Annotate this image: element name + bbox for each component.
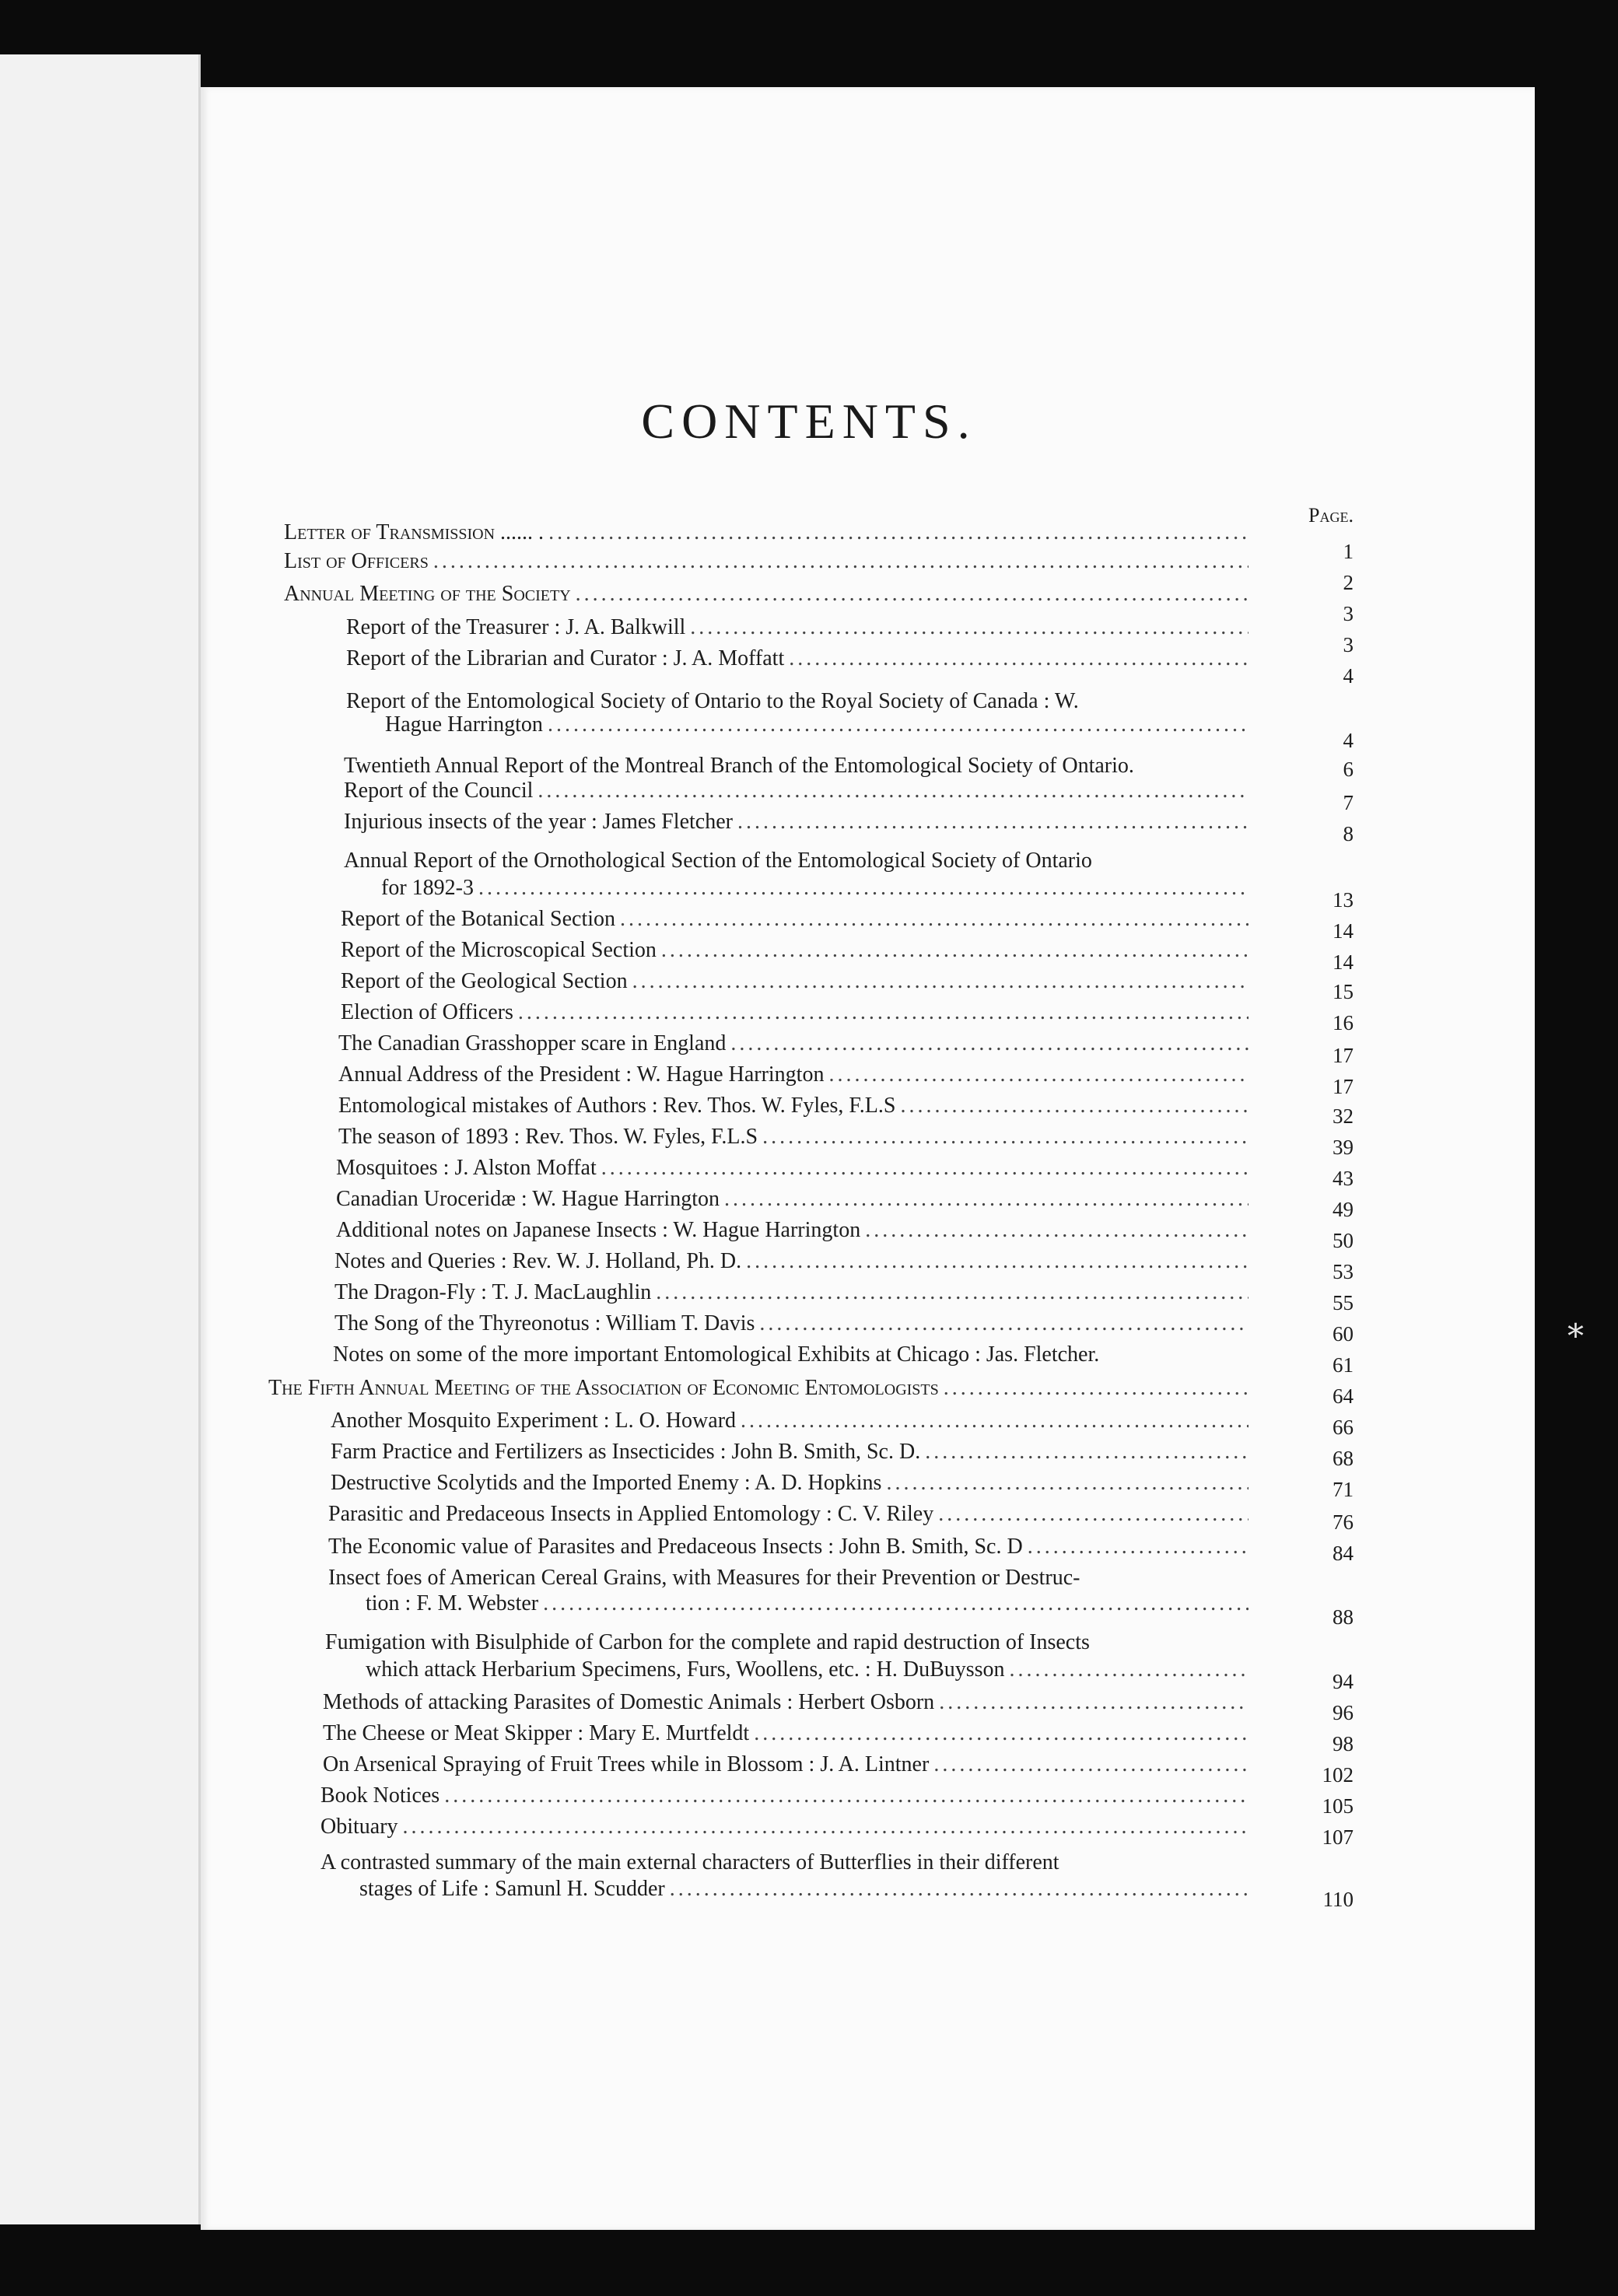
toc-entry bbox=[320, 1814, 1249, 1840]
toc-page-number: 71 bbox=[1333, 1478, 1354, 1501]
toc-page-number: 32 bbox=[1333, 1104, 1354, 1128]
toc-entry-text: Twentieth Annual Report of the Montreal Branch of the Entomological Society of Ontario. bbox=[344, 754, 1134, 778]
toc-entry bbox=[344, 809, 1249, 835]
toc-page-number: 3 bbox=[1343, 602, 1354, 625]
toc-page-number: 68 bbox=[1333, 1447, 1354, 1470]
toc-entry bbox=[284, 520, 1249, 546]
dot-leader bbox=[758, 1124, 1249, 1150]
toc-entry-text: Parasitic and Predaceous Insects in Applied Entomology : C. V. Riley bbox=[328, 1502, 934, 1526]
dot-leader bbox=[755, 1311, 1249, 1337]
toc-entry bbox=[341, 937, 1249, 964]
toc-entry bbox=[366, 1657, 1249, 1683]
toc-entry-text: Methods of attacking Parasites of Domestic Animals : Herbert Osborn bbox=[323, 1690, 935, 1714]
toc-entry-text: Election of Officers bbox=[341, 1000, 513, 1024]
toc-entry-text: The Song of the Thyreonotus : William T. Davis bbox=[334, 1311, 755, 1335]
toc-page-number: 13 bbox=[1333, 888, 1354, 912]
toc-entry-text: Additional notes on Japanese Insects : W. Hague Harrington bbox=[336, 1218, 861, 1242]
dot-leader bbox=[544, 520, 1249, 546]
toc-entry bbox=[336, 1155, 1249, 1181]
toc-entry-text: The Cheese or Meat Skipper : Mary E. Murtfeldt bbox=[323, 1721, 750, 1745]
toc-entry-text: Report of the Botanical Section bbox=[341, 907, 616, 931]
toc-entry bbox=[336, 1217, 1249, 1244]
toc-entry bbox=[320, 1783, 1249, 1809]
toc-entry-text: Report of the Microscopical Section bbox=[341, 938, 657, 962]
toc-page-number: 60 bbox=[1333, 1322, 1354, 1346]
toc-entry-text: Annual Report of the Ornothological Section of the Entomological Society of Ontario bbox=[344, 849, 1092, 873]
toc-entry bbox=[359, 1876, 1249, 1902]
dot-leader bbox=[784, 646, 1249, 672]
toc-entry-text: Notes on some of the more important Entomological Exhibits at Chicago : Jas. Fletcher. bbox=[333, 1342, 1100, 1367]
toc-entry-text: The Canadian Grasshopper scare in England bbox=[338, 1031, 727, 1055]
toc-page-number: 16 bbox=[1333, 1011, 1354, 1034]
toc-entry bbox=[323, 1752, 1249, 1778]
toc-entry-text: Report of the Entomological Society of Ontario to the Royal Society of Canada : W. bbox=[346, 689, 1079, 713]
toc-page-number: 15 bbox=[1333, 980, 1354, 1003]
toc-entry bbox=[385, 712, 1249, 738]
dot-leader bbox=[895, 1093, 1249, 1119]
toc-entry bbox=[338, 1093, 1249, 1119]
toc-page-number: 53 bbox=[1333, 1260, 1354, 1283]
toc-page-number: 1 bbox=[1343, 540, 1354, 563]
dot-leader bbox=[657, 937, 1249, 964]
dot-leader bbox=[736, 1408, 1249, 1434]
toc-entry bbox=[366, 1591, 1249, 1617]
toc-page-number: 96 bbox=[1333, 1701, 1354, 1724]
toc-entry bbox=[284, 581, 1249, 607]
toc-page-number: 64 bbox=[1333, 1384, 1354, 1408]
toc-entry bbox=[331, 1408, 1249, 1434]
toc-entry bbox=[323, 1720, 1249, 1747]
toc-entry bbox=[268, 1375, 1249, 1402]
page-column-heading: Page. bbox=[1308, 504, 1354, 527]
toc-page-number: 39 bbox=[1333, 1136, 1354, 1159]
toc-entry-text: On Arsenical Spraying of Fruit Trees while in Blossom : J. A. Lintner bbox=[323, 1752, 930, 1776]
toc-page-number: 4 bbox=[1343, 729, 1354, 752]
dot-leader bbox=[824, 1062, 1249, 1088]
toc-entry-text: List of Officers bbox=[284, 549, 429, 573]
toc-page-number: 110 bbox=[1322, 1888, 1354, 1911]
toc-entry-text: Hague Harrington bbox=[385, 712, 543, 737]
toc-entry bbox=[323, 1689, 1249, 1716]
toc-entry-text: Letter of Transmission ...... . bbox=[284, 520, 545, 544]
toc-entry-text: Fumigation with Bisulphide of Carbon for the complete and rapid destruction of Insects bbox=[325, 1630, 1090, 1654]
toc-entry bbox=[320, 1850, 1249, 1876]
toc-entry bbox=[341, 999, 1249, 1026]
facing-page bbox=[0, 54, 201, 2224]
dot-leader bbox=[934, 1689, 1249, 1716]
toc-entry-text: Canadian Uroceridæ : W. Hague Harrington bbox=[336, 1187, 720, 1211]
toc-page-number: 94 bbox=[1333, 1670, 1354, 1693]
dot-leader bbox=[440, 1783, 1249, 1809]
dot-leader bbox=[538, 1591, 1249, 1617]
toc-entry bbox=[334, 1279, 1249, 1306]
toc-entry bbox=[331, 1439, 1249, 1465]
toc-entry bbox=[284, 548, 1249, 575]
toc-page-number: 17 bbox=[1333, 1044, 1354, 1067]
dot-leader bbox=[860, 1217, 1249, 1244]
toc-page-number: 76 bbox=[1333, 1510, 1354, 1534]
toc-entry-text: The Dragon-Fly : T. J. MacLaughlin bbox=[334, 1280, 652, 1304]
toc-page-number: 107 bbox=[1322, 1825, 1354, 1849]
toc-entry-text: Obituary bbox=[320, 1815, 398, 1839]
toc-entry-text: The Fifth Annual Meeting of the Association of Economic Entomologists bbox=[268, 1376, 939, 1400]
dot-leader bbox=[920, 1439, 1249, 1465]
dot-leader bbox=[398, 1814, 1249, 1840]
toc-entry bbox=[341, 906, 1249, 933]
dot-leader bbox=[749, 1720, 1249, 1747]
toc-page-number: 66 bbox=[1333, 1416, 1354, 1439]
dot-leader bbox=[929, 1752, 1249, 1778]
toc-entry bbox=[344, 778, 1249, 804]
toc-entry-text: Farm Practice and Fertilizers as Insecticides : John B. Smith, Sc. D. bbox=[331, 1440, 921, 1464]
toc-entry bbox=[331, 1470, 1249, 1496]
dot-leader bbox=[685, 614, 1249, 641]
toc-entry-text: for 1892-3 bbox=[381, 876, 474, 900]
toc-entry bbox=[344, 848, 1249, 874]
dot-leader bbox=[615, 906, 1249, 933]
toc-page-number: 102 bbox=[1322, 1763, 1354, 1787]
toc-entry bbox=[381, 875, 1249, 901]
dot-leader bbox=[543, 712, 1249, 738]
toc-entry-text: Another Mosquito Experiment : L. O. Howard bbox=[331, 1409, 737, 1433]
dot-leader bbox=[939, 1375, 1249, 1402]
margin-mark: ⁎ bbox=[1567, 1309, 1584, 1345]
dot-leader bbox=[720, 1186, 1249, 1213]
toc-entry bbox=[338, 1062, 1249, 1088]
toc-page-number: 49 bbox=[1333, 1198, 1354, 1221]
dot-leader bbox=[513, 999, 1249, 1026]
toc-page-number: 14 bbox=[1333, 950, 1354, 974]
toc-entry-text: Destructive Scolytids and the Imported Enemy : A. D. Hopkins bbox=[331, 1471, 882, 1495]
toc-page-number: 98 bbox=[1333, 1732, 1354, 1755]
toc-entry-text: Report of the Librarian and Curator : J. A. Moffatt bbox=[346, 646, 785, 670]
toc-entry-text: Annual Address of the President : W. Hague Harrington bbox=[338, 1062, 825, 1087]
toc-entry bbox=[346, 646, 1249, 672]
toc-entry bbox=[334, 1248, 1249, 1275]
toc-entry-text: Injurious insects of the year : James Fletcher bbox=[344, 810, 733, 834]
page-title: CONTENTS. bbox=[641, 394, 977, 449]
toc-entry bbox=[333, 1342, 1249, 1368]
toc-page-number: 3 bbox=[1343, 633, 1354, 656]
toc-page-number: 17 bbox=[1333, 1075, 1354, 1098]
toc-entry bbox=[346, 688, 1249, 715]
toc-page-number: 4 bbox=[1343, 664, 1354, 688]
dot-leader bbox=[533, 778, 1249, 804]
dot-leader bbox=[628, 968, 1249, 995]
toc-page-number: 14 bbox=[1333, 919, 1354, 943]
toc-entry bbox=[328, 1534, 1249, 1560]
toc-page-number: 7 bbox=[1343, 791, 1354, 814]
toc-entry bbox=[325, 1629, 1249, 1656]
dot-leader bbox=[733, 809, 1249, 835]
toc-entry bbox=[336, 1186, 1249, 1213]
toc-entry bbox=[338, 1031, 1249, 1057]
dot-leader bbox=[571, 581, 1249, 607]
toc-entry bbox=[341, 968, 1249, 995]
toc-entry-text: tion : F. M. Webster bbox=[366, 1591, 539, 1615]
toc-page-number: 50 bbox=[1333, 1229, 1354, 1252]
toc-entry-text: stages of Life : Samunl H. Scudder bbox=[359, 1877, 665, 1901]
dot-leader bbox=[726, 1031, 1249, 1057]
toc-page-number: 43 bbox=[1333, 1167, 1354, 1190]
dot-leader bbox=[933, 1501, 1249, 1528]
toc-entry-text: Annual Meeting of the Society bbox=[284, 582, 571, 606]
toc-page-number: 2 bbox=[1343, 571, 1354, 594]
dot-leader bbox=[597, 1155, 1249, 1181]
toc-page-number: 55 bbox=[1333, 1291, 1354, 1314]
toc-entry-text: Report of the Treasurer : J. A. Balkwill bbox=[346, 615, 686, 639]
toc-page-number: 6 bbox=[1343, 758, 1354, 781]
toc-page-number: 88 bbox=[1333, 1605, 1354, 1629]
toc-page-number: 105 bbox=[1322, 1794, 1354, 1818]
dot-leader bbox=[1005, 1657, 1249, 1683]
toc-entry-text: Report of the Geological Section bbox=[341, 969, 628, 993]
toc-entry bbox=[344, 753, 1249, 779]
toc-page-number: 8 bbox=[1343, 822, 1354, 845]
toc-entry-text: Book Notices bbox=[320, 1783, 440, 1808]
toc-entry-text: Insect foes of American Cereal Grains, with Measures for their Prevention or Destruc- bbox=[328, 1566, 1080, 1590]
toc-entry-text: Mosquitoes : J. Alston Moffat bbox=[336, 1156, 597, 1180]
toc-entry-text: Report of the Council bbox=[344, 779, 534, 803]
toc-entry bbox=[338, 1124, 1249, 1150]
toc-entry-text: A contrasted summary of the main external characters of Butterflies in their different bbox=[320, 1850, 1059, 1874]
toc-entry-text: Notes and Queries : Rev. W. J. Holland, Ph. D. bbox=[334, 1249, 742, 1273]
toc-entry bbox=[328, 1501, 1249, 1528]
dot-leader bbox=[474, 875, 1249, 901]
dot-leader bbox=[1023, 1534, 1249, 1560]
toc-entry bbox=[334, 1311, 1249, 1337]
toc-entry-text: Entomological mistakes of Authors : Rev. Thos. W. Fyles, F.L.S bbox=[338, 1094, 896, 1118]
dot-leader bbox=[881, 1470, 1249, 1496]
toc-entry-text: The season of 1893 : Rev. Thos. W. Fyles, F.L.S bbox=[338, 1125, 758, 1149]
toc-entry-text: The Economic value of Parasites and Predaceous Insects : John B. Smith, Sc. D bbox=[328, 1535, 1023, 1559]
dot-leader bbox=[665, 1876, 1249, 1902]
toc-page-number: 61 bbox=[1333, 1353, 1354, 1377]
toc-entry-text: which attack Herbarium Specimens, Furs, Woollens, etc. : H. DuBuysson bbox=[366, 1657, 1005, 1682]
toc-page-number: 84 bbox=[1333, 1542, 1354, 1565]
dot-leader bbox=[651, 1279, 1249, 1306]
toc-entry bbox=[346, 614, 1249, 641]
dot-leader bbox=[741, 1248, 1249, 1275]
toc-entry bbox=[328, 1565, 1249, 1591]
dot-leader bbox=[429, 548, 1249, 575]
